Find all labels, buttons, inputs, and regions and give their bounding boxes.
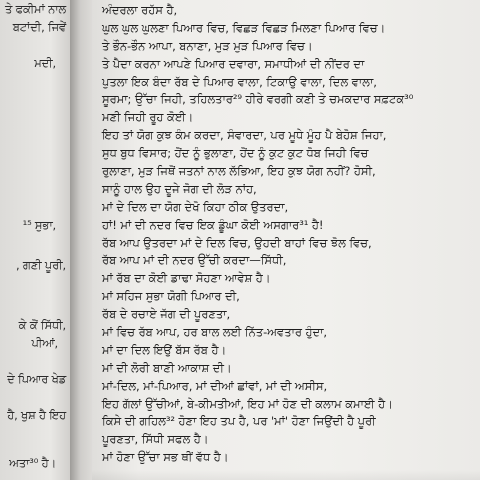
poem-line: ਮਾਂ ਸਹਿਜ ਸੁਭਾ ਯੋਗੀ ਪਿਆਰ ਦੀ, [102,289,240,304]
poem-line: ਅੰਦਰਲਾ ਰਹੱਸ ਹੈ, [102,3,178,17]
poem-line: ਮਾਂ ਦੀ ਲੋਰੀ ਬਾਣੀ ਆਕਾਸ਼ ਦੀ। [102,360,232,375]
left-page-fragment: ਕੇ ਕੋਂ ਸਿੱਧੀ, [18,318,66,332]
poem-line: ਇਹ ਗੱਲਾਂ ਉੱਚੀਆਂ, ਬੇ-ਕੀਮਤੀਆਂ, ਇਹ ਮਾਂ ਹੋਣ ਦੀ ਕਲਾਮ ਕਮਾਈ ਹੈ। [102,396,393,411]
left-page-fragment: ਦੇ ਪਿਆਰ ਖੇਡ [7,372,66,386]
poem-line: ਮਾਂ-ਦਿਲ, ਮਾਂ-ਪਿਆਰ, ਮਾਂ ਦੀਆਂ ਛਾਂਵਾਂ, ਮਾਂ ਦੀ ਅਸੀਸ, [102,378,328,393]
poem-line: ਮਾਂ ਦਾ ਦਿਲ ਇਉਂ ਬੱਸ ਰੱਬ ਹੈ। [102,342,227,357]
poem-line: ਤੇ ਪੈਦਾ ਕਰਨਾ ਆਪਣੇ ਪਿਆਰ ਦਵਾਰਾ, ਸਮਾਧੀਆਂ ਦੀ ਨੀਂਦਰ ਦਾ [102,56,365,71]
page-shadow [92,470,480,480]
poem-line: ਮਾਂ ਵਿਚ ਰੱਬ ਆਪ, ਹਰ ਬਾਲ ਲਈ ਨਿੱਤ-ਅਵਤਾਰ ਹੁੰਦਾ, [102,325,328,340]
left-page-fragment: ਤੇ ਫਕੀਮਾਂ ਨਾਲ [5,2,66,16]
poem-line: ਮਾਂ ਰੱਬ ਦਾ ਕੋਈ ਡਾਢਾ ਸੋਹਣਾ ਆਵੇਸ਼ ਹੈ। [102,271,271,286]
poem-line: ਇਹ ਤਾਂ ਯੋਗ ਕੁਝ ਕੰਮ ਕਰਦਾ, ਸੰਵਾਰਦਾ, ਪਰ ਮੂਧੇ ਮੂੰਹ ਪੈ ਬੇਹੋਸ਼ ਜਿਹਾ, [102,128,387,143]
left-page-fragment: ਹੈ, ਖੁਸ਼ ਹੈ ਇਹ [7,408,66,422]
poem-text [102,2,476,467]
left-page-fragment: ਬਟਾਂਦੀ, ਜਿਵੇਂ [12,20,66,34]
poem-line: ਪੁਤਲਾ ਇਕ ਬੰਦਾ ਰੱਬ ਦੇ ਪਿਆਰ ਵਾਲਾ, ਟਿਕਾਉ ਵਾਲਾ, ਦਿਲ ਵਾਲਾ, [102,74,377,89]
left-page [0,0,72,480]
left-page-fragment: ਮਦੀ, [34,56,56,70]
poem-line: ਰੁਲਾਣਾ, ਮੁੜ ਜਿਥੋਂ ਜਤਨਾਂ ਨਾਲ ਲੱਭਿਆ, ਇਹ ਕੁਝ ਯੋਗ ਨਹੀਂ? ਹੋਸੀ, [102,164,376,179]
poem-line: ਘੁਲ ਘੁਲ ਘੁਲਣਾ ਪਿਆਰ ਵਿਚ, ਵਿਛੜ ਵਿਛੜ ਮਿਲਣਾ ਪਿਆਰ ਵਿਚ। [102,20,386,35]
poem-line: ਸਾਨੂੰ ਹਾਲ ਉਹ ਦੂਜੇ ਜੋਗ ਦੀ ਲੋੜ ਨਾਂਹ, [102,181,257,196]
poem-line: ਕਿਸੇ ਦੀ ਗਹਿਲ³² ਹੋਣਾ ਇਹ ਤਪ ਹੈ, ਪਰ 'ਮਾਂ' ਹੋਣਾ ਜਿਉਂਦੀ ਹੈ ਪੂਰੀ [102,414,376,429]
poem-line: ਤੇ ਭੌਨ-ਭੌਨ ਆਪਾ, ਬਨਾਣਾ, ਮੁੜ ਮੁੜ ਪਿਆਰ ਵਿਚ। [102,38,313,53]
left-page-fragment: ਪੀਆਂ, [31,336,58,350]
poem-line: ਰੱਬ ਆਪ ਮਾਂ ਦੀ ਨਦਰ ਉੱਚੀ ਕਰਦਾ—ਸਿੱਧੀ, [102,253,287,268]
poem-line: ਸੁਧ ਬੁਧ ਵਿਸਾਰ; ਹੋਂਦ ਨੂੰ ਭੁਲਾਣਾ, ਹੋਂਦ ਨੂੰ ਕੁਟ ਕੁਟ ਧੋਬ ਜਿਹੀ ਵਿਚ [102,146,369,161]
left-page-fragment: , ਗਣੀ ਪੂਰੀ, [16,258,66,272]
poem-line: ਹਾਂ! ਮਾਂ ਦੀ ਨਦਰ ਵਿਚ ਇਕ ਡੂੰਘਾ ਕੋਈ ਅਸਗਾਰ³¹ ਹੈ! [102,217,324,232]
poem-line: ਰੱਬ ਦੇ ਰਚਾਏ ਜੱਗ ਦੀ ਪੂਰਣਤਾ, [102,307,231,322]
right-page [92,0,480,480]
left-page-fragment: ਅਤਾ³⁰ ਹੈ। [9,456,56,470]
poem-line: ਪੂਰਣਤਾ, ਸਿੱਧੀ ਸਫਲ ਹੈ। [102,432,209,447]
poem-line: ਮਣੀ ਜਿਹੀ ਰੂਹ ਕੋਈ। [102,110,194,125]
poem-line: ਰੱਬ ਆਪ ਉਤਰਦਾ ਮਾਂ ਦੇ ਦਿਲ ਵਿਚ, ਉਹਦੀ ਬਾਹਾਂ ਵਿਚ ਝੋਲ ਵਿਚ, [102,235,372,250]
left-page-fragment: ¹⁵ ਸੁਭਾ, [22,218,56,232]
poem-line: ਸੂਰਮਾ; ਉੱਚਾ ਜਿਹੀ, ਤਹਿਲਤਾਰ²⁹ ਹੀਰੇ ਵਰਗੀ ਕਣੀ ਤੇ ਚਮਕਦਾਰ ਸਫ਼ਟਕ³⁰ [102,92,414,107]
poem-line: ਮਾਂ ਹੋਣਾ ਉੱਚਾ ਸਭ ਥੀਂ ਵੱਧ ਹੈ। [102,450,229,465]
poem-line: ਮਾਂ ਦੇ ਦਿਲ ਦਾ ਯੋਗ ਦੇਖੋ ਕਿਹਾ ਠੀਕ ਉਤਰਦਾ, [102,199,289,214]
